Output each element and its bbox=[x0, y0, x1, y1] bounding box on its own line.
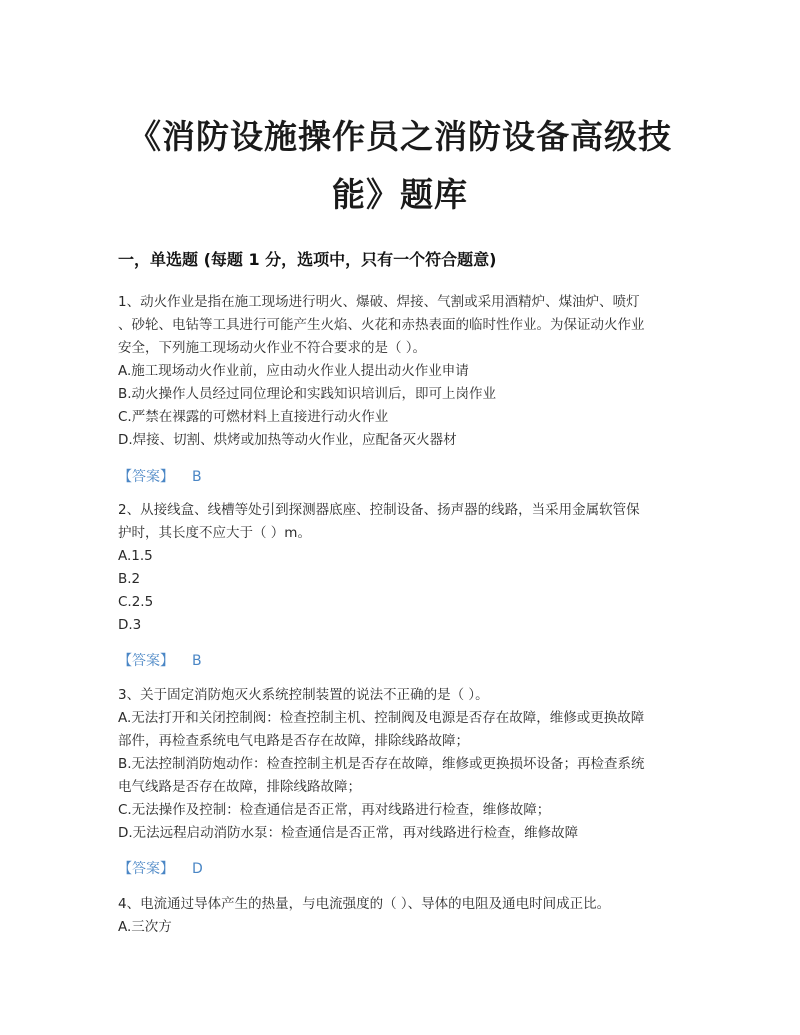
stem-line: 1、动火作业是指在施工现场进行明火、爆破、焊接、气割或采用酒精炉、煤油炉、喷灯 bbox=[118, 294, 640, 310]
question-2 bbox=[118, 499, 683, 637]
answer-label: 【答案】 bbox=[118, 861, 174, 877]
option-b: B.2 bbox=[118, 571, 141, 587]
question-stem bbox=[118, 684, 683, 707]
option-d: D.无法远程启动消防水泵：检查通信是否正常，再对线路进行检查，维修故障 bbox=[118, 825, 579, 841]
option-a-cont: 部件，再检查系统电气电路是否存在故障，排除线路故障； bbox=[118, 733, 469, 749]
option-c: C.2.5 bbox=[118, 594, 154, 610]
answer-1 bbox=[118, 466, 202, 486]
question-4 bbox=[118, 893, 683, 939]
option-a: A.无法打开和关闭控制阀：检查控制主机、控制阀及电源是否存在故障，维修或更换故障 bbox=[118, 710, 645, 726]
answer-value: B bbox=[192, 469, 202, 485]
option-a: A.施工现场动火作业前，应由动火作业人提出动火作业申请 bbox=[118, 363, 469, 379]
option-b-cont: 电气线路是否存在故障，排除线路故障； bbox=[118, 779, 361, 795]
title-line-1: 《消防设施操作员之消防设备高级技 bbox=[128, 117, 672, 156]
question-stem bbox=[118, 499, 683, 545]
option-d: D.焊接、切割、烘烤或加热等动火作业，应配备灭火器材 bbox=[118, 432, 457, 448]
stem-line: 安全，下列施工现场动火作业不符合要求的是（ ）。 bbox=[118, 340, 427, 356]
section-heading: 一，单选题 (每题 1 分，选项中，只有一个符合题意) bbox=[118, 250, 497, 269]
stem-line: 、砂轮、电钻等工具进行可能产生火焰、火花和赤热表面的临时性作业。为保证动火作业 bbox=[118, 317, 645, 333]
question-stem bbox=[118, 893, 683, 916]
option-b: B.动火操作人员经过同位理论和实践知识培训后，即可上岗作业 bbox=[118, 386, 497, 402]
answer-2 bbox=[118, 650, 202, 670]
title-line-2: 能》题库 bbox=[332, 175, 468, 214]
question-1 bbox=[118, 291, 683, 452]
answer-value: B bbox=[192, 653, 202, 669]
answer-label: 【答案】 bbox=[118, 469, 174, 485]
stem-line: 4、电流通过导体产生的热量，与电流强度的（ ）、导体的电阻及通电时间成正比。 bbox=[118, 896, 611, 912]
stem-line: 3、关于固定消防炮灭火系统控制装置的说法不正确的是（ ）。 bbox=[118, 687, 489, 703]
option-a: A.1.5 bbox=[118, 548, 153, 564]
question-stem bbox=[118, 291, 683, 360]
stem-line: 护时，其长度不应大于（ ）m。 bbox=[118, 525, 311, 541]
option-d: D.3 bbox=[118, 617, 142, 633]
option-b: B.无法控制消防炮动作：检查控制主机是否存在故障，维修或更换损坏设备；再检查系统 bbox=[118, 756, 645, 772]
answer-3 bbox=[118, 858, 203, 878]
document-title bbox=[100, 108, 700, 224]
question-3 bbox=[118, 684, 683, 845]
option-c: C.无法操作及控制：检查通信是否正常，再对线路进行检查，维修故障； bbox=[118, 802, 551, 818]
stem-line: 2、从接线盒、线槽等处引到探测器底座、控制设备、扬声器的线路，当采用金属软管保 bbox=[118, 502, 640, 518]
answer-value: D bbox=[192, 861, 203, 877]
option-a: A.三次方 bbox=[118, 919, 172, 935]
answer-label: 【答案】 bbox=[118, 653, 174, 669]
option-c: C.严禁在裸露的可燃材料上直接进行动火作业 bbox=[118, 409, 389, 425]
